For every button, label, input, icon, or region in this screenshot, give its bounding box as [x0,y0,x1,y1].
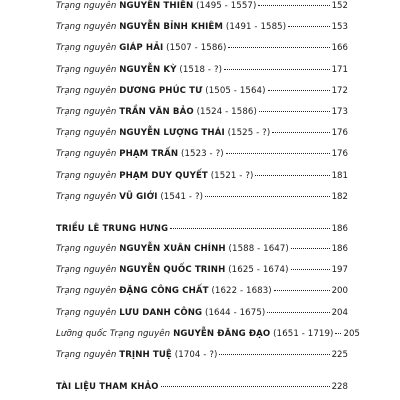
toc-entry-label [56,60,222,81]
toc-entry [56,303,348,324]
entry-page-number: 176 [331,149,348,160]
toc-entry [56,123,348,144]
dot-leader [267,312,329,313]
toc-entry [56,0,348,17]
entry-page-number: 173 [331,106,348,117]
entry-person-name: ĐẶNG CÔNG CHẤT [119,286,209,297]
toc-entry [56,102,348,123]
dot-leader [335,333,341,334]
entry-person-name: GIÁP HẢI [119,43,164,54]
entry-page-number: 166 [331,43,348,54]
entry-title-prefix: Trạng nguyên [56,1,117,11]
dot-leader [170,228,329,229]
entry-page-number: 197 [331,265,348,276]
section-heading-page: 186 [331,223,348,234]
toc-section-heading [56,218,348,239]
toc-entry-label [56,166,253,187]
entry-life-dates: (1704 - ?) [174,350,218,360]
toc-entry [56,81,348,102]
entry-life-dates: (1622 - 1683) [211,286,272,297]
dot-leader [161,386,330,387]
entry-person-name: DƯƠNG PHÚC TƯ [119,85,203,96]
entry-life-dates: (1507 - 1586) [166,43,227,54]
dot-leader [219,354,329,355]
entry-person-name: NGUYỄN KỲ [119,64,177,75]
toc-entry [56,239,348,260]
entry-person-name: VŨ GIỚI [119,191,158,202]
toc-entry [56,38,348,59]
dot-leader [259,111,330,112]
toc-entry [56,17,348,38]
entry-person-name: TRẦN VĂN BẢO [119,106,194,117]
entry-person-name: NGUYỄN BỈNH KHIÊM [119,22,224,33]
dot-leader [228,47,329,48]
dot-leader [291,248,330,249]
toc-entry [56,187,348,208]
toc-entry-label [56,144,224,165]
dot-leader [255,175,329,176]
dot-leader [288,26,329,27]
entry-life-dates: (1491 - 1585) [225,22,287,33]
entry-page-number: 204 [331,307,348,318]
entry-title-prefix: Trạng nguyên [56,307,117,318]
entry-page-number: 171 [331,64,348,75]
entry-title-prefix: Trạng nguyên [56,149,117,160]
entry-life-dates: (1525 - ?) [227,128,271,139]
entry-person-name: NGUYỄN LƯỢNG THÁI [119,128,225,139]
entry-life-dates: (1523 - ?) [181,149,224,160]
entry-life-dates: (1518 - ?) [179,64,223,75]
toc-entry-label [56,17,286,38]
toc-entry [56,324,360,345]
dot-leader [224,69,330,70]
toc-entries-top [56,0,348,208]
table-of-contents [56,0,360,397]
dot-leader [274,290,330,291]
entry-title-prefix: Trạng nguyên [56,265,117,276]
toc-entry-label [56,123,270,144]
toc-entry [56,166,348,187]
entry-life-dates: (1541 - ?) [160,191,204,202]
toc-entry [56,144,348,165]
entry-page-number: 225 [331,350,348,360]
entry-title-prefix: Trạng nguyên [56,43,117,54]
toc-entry-label [56,303,265,324]
toc-entry-label [56,324,333,345]
toc-entry-label [56,102,257,123]
toc-entry-label [56,81,266,102]
toc-entry-label [56,260,289,281]
entry-life-dates: (1588 - 1647) [228,244,289,255]
toc-entry [56,281,348,302]
entry-person-name: NGUYỄN XUÂN CHÍNH [119,244,226,255]
toc-entry-label [56,187,203,208]
entry-page-number: 176 [331,128,348,139]
entry-life-dates: (1505 - 1564) [205,85,266,96]
entry-title-prefix: Trạng nguyên [56,286,117,297]
toc-references-heading [56,376,348,397]
entry-title-prefix: Trạng nguyên [56,191,117,202]
references-heading-label: TÀI LIỆU THAM KHẢO [56,381,159,392]
entry-life-dates: (1651 - 1719) [273,328,334,339]
entry-title-prefix: Lưỡng quốc Trạng nguyên [56,328,171,339]
entry-life-dates: (1495 - 1557) [196,1,257,11]
entry-title-prefix: Trạng nguyên [56,106,117,117]
toc-entry [56,60,348,81]
entry-life-dates: (1521 - ?) [210,170,254,181]
entry-title-prefix: Trạng nguyên [56,350,117,360]
entry-title-prefix: Trạng nguyên [56,170,117,181]
entry-title-prefix: Trạng nguyên [56,128,117,139]
entry-life-dates: (1625 - 1674) [228,265,289,276]
entry-page-number: 152 [331,1,348,11]
section-heading-label: TRIỀU LÊ TRUNG HƯNG [56,222,169,233]
section-gap [56,208,348,218]
references-heading-page: 228 [331,382,348,393]
toc-entry [56,260,348,281]
entry-life-dates: (1524 - 1586) [196,106,257,117]
toc-entry-label [56,345,217,366]
dot-leader [205,196,330,197]
entry-title-prefix: Trạng nguyên [56,22,117,33]
dot-leader [272,132,329,133]
section-gap [56,366,348,376]
entry-person-name: NGUYỄN ĐĂNG ĐẠO [173,328,271,339]
entry-page-number: 153 [331,22,348,33]
toc-entry-label [56,239,289,260]
toc-entries-bottom [56,239,360,366]
entry-page-number: 182 [331,191,348,202]
entry-page-number: 181 [331,170,348,181]
toc-entry-label [56,38,226,59]
entry-title-prefix: Trạng nguyên [56,64,117,75]
entry-person-name: LƯU DANH CÔNG [119,307,203,318]
toc-entry [56,345,348,366]
entry-person-name: PHẠM DUY QUYẾT [119,170,208,181]
entry-person-name: PHẠM TRẤN [119,149,179,160]
dot-leader [268,90,330,91]
entry-person-name: NGUYỄN QUỐC TRINH [119,265,226,276]
entry-page-number: 186 [331,244,348,255]
dot-leader [258,5,329,6]
entry-title-prefix: Trạng nguyên [56,244,117,255]
entry-title-prefix: Trạng nguyên [56,85,117,96]
entry-page-number: 200 [331,286,348,297]
entry-page-number: 172 [331,85,348,96]
entry-person-name: TRỊNH TUỆ [119,350,172,360]
entry-life-dates: (1644 - 1675) [205,307,266,318]
toc-entry-label [56,0,256,17]
toc-entry-label [56,281,272,302]
dot-leader [291,269,330,270]
entry-page-number: 205 [343,328,360,339]
entry-person-name: NGUYỄN THIẾN [119,1,194,11]
dot-leader [226,153,330,154]
